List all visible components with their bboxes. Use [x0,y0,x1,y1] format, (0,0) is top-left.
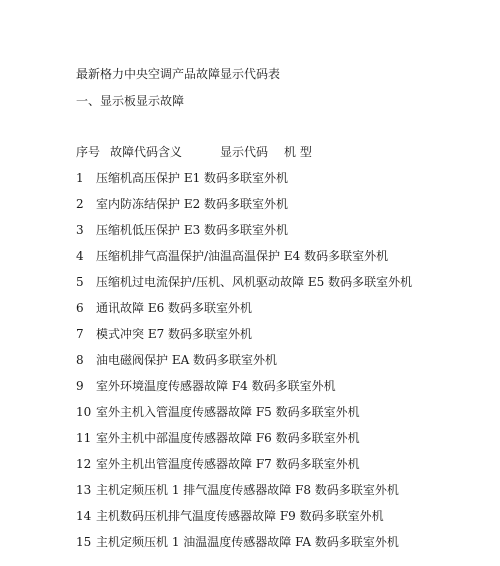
table-row [76,250,496,276]
table-row [76,302,496,328]
table-row [76,432,496,458]
header-code: 显示代码 [220,145,269,159]
row-number: 10 [76,406,92,419]
row-number: 13 [76,484,92,497]
row-text: 压缩机低压保护 E3 数码多联室外机 [96,224,289,237]
row-number: 5 [76,276,84,289]
row-number: 14 [76,510,92,523]
row-number: 6 [76,302,84,315]
row-text: 主机定频压机 1 排气温度传感器故障 F8 数码多联室外机 [96,484,399,497]
row-number: 4 [76,250,84,263]
row-text: 主机数码压机排气温度传感器故障 F9 数码多联室外机 [96,510,384,523]
table-row [76,354,496,380]
row-number: 7 [76,328,84,341]
row-text: 压缩机高压保护 E1 数码多联室外机 [96,172,289,185]
section-heading: 一、显示板显示故障 [76,94,185,108]
row-text: 室外主机中部温度传感器故障 F6 数码多联室外机 [96,432,360,445]
table-row [76,484,496,510]
row-text: 油电磁阀保护 EA 数码多联室外机 [96,354,278,367]
table-row [76,458,496,484]
table-row [76,510,496,536]
row-text: 室外主机出管温度传感器故障 F7 数码多联室外机 [96,458,360,471]
table-row [76,276,496,302]
header-meaning: 故障代码含义 [110,145,183,159]
table-row [76,328,496,354]
row-text: 室外主机入管温度传感器故障 F5 数码多联室外机 [96,406,360,419]
row-text: 室外环境温度传感器故障 F4 数码多联室外机 [96,380,336,393]
row-text: 室内防冻结保护 E2 数码多联室外机 [96,198,289,211]
row-number: 12 [76,458,92,471]
row-number: 11 [76,432,92,445]
table-row [76,380,496,406]
table-row [76,224,496,250]
row-text: 模式冲突 E7 数码多联室外机 [96,328,253,341]
fault-code-list [76,172,496,562]
row-number: 3 [76,224,84,237]
row-number: 8 [76,354,84,367]
row-text: 压缩机排气高温保护/油温高温保护 E4 数码多联室外机 [96,250,389,263]
row-text: 压缩机过电流保护/压机、风机驱动故障 E5 数码多联室外机 [96,276,413,289]
row-number: 2 [76,198,84,211]
table-header [76,146,312,158]
row-number: 15 [76,536,92,549]
table-row [76,406,496,432]
bottom-fade [0,554,500,566]
row-text: 通讯故障 E6 数码多联室外机 [96,302,253,315]
row-number: 1 [76,172,84,185]
header-model: 机 型 [284,145,312,159]
table-row [76,198,496,224]
row-text: 主机定频压机 1 油温温度传感器故障 FA 数码多联室外机 [96,536,399,549]
header-number: 序号 [76,145,101,159]
document-title: 最新格力中央空调产品故障显示代码表 [76,67,281,81]
table-row [76,172,496,198]
row-number: 9 [76,380,84,393]
